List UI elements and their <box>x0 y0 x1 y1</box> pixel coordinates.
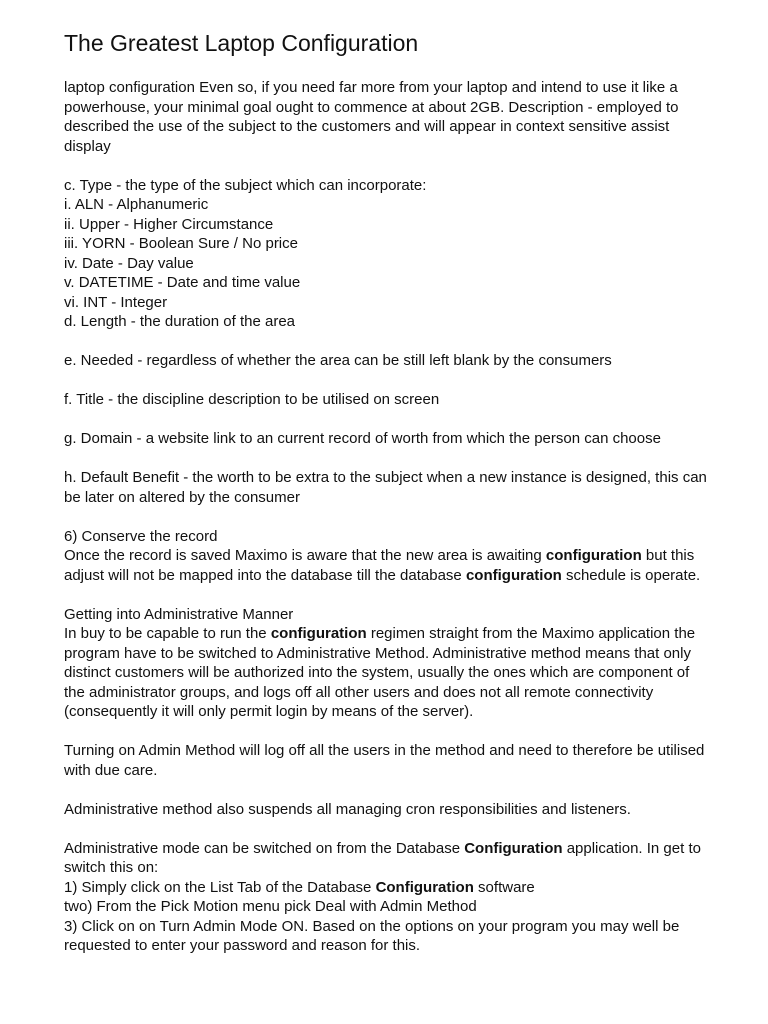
paragraph <box>64 800 708 820</box>
paragraph <box>64 78 708 156</box>
bold-term: configuration <box>270 625 367 642</box>
text-line: v. DATETIME - Date and time value <box>64 274 301 291</box>
paragraph <box>64 468 708 507</box>
text-line: Turning on Admin Method will log off all the users in the method and need to therefore be utilised with due care. <box>64 742 705 779</box>
text-line: f. Title - the discipline description to be utilised on screen <box>64 391 440 408</box>
text-line: Administrative mode can be switched on from the Database Configuration application. In get to switch this on: <box>64 839 701 876</box>
text-line: e. Needed - regardless of whether the area can be still left blank by the consumers <box>64 352 612 369</box>
document-body <box>64 78 708 956</box>
text-line: vi. INT - Integer <box>64 293 168 311</box>
text-line: In buy to be capable to run the configuration regimen straight from the Maximo application the program have to be switched to Administrative Method. Administrative method means that only distinct customers will be authorized into the system, usually the ones which are component of the administrator groups, and logs off all other users and does not all remote connectivity (consequently it will only permit login by means of the server). <box>64 625 696 720</box>
text-line: h. Default Benefit - the worth to be extra to the subject when a new instance is designed, this can be later on altered by the consumer <box>64 469 707 506</box>
document-title: The Greatest Laptop Configuration <box>64 30 419 56</box>
paragraph <box>64 527 708 586</box>
text-line: iv. Date - Day value <box>64 254 194 272</box>
text-line: iii. YORN - Boolean Sure / No price <box>64 235 298 252</box>
text-line: 6) Conserve the record <box>64 527 218 545</box>
text-line: Once the record is saved Maximo is aware that the new area is awaiting configuration but this adjust will not be mapped into the database till the database configuration schedule is operate. <box>64 547 701 584</box>
bold-term: Configuration <box>375 878 474 896</box>
text-line: Getting into Administrative Manner <box>64 605 294 623</box>
paragraph <box>64 351 708 371</box>
paragraph <box>64 839 708 956</box>
text-line: c. Type - the type of the subject which can incorporate: <box>64 176 427 194</box>
bold-term: configuration <box>545 547 642 564</box>
text-line: laptop configuration Even so, if you need far more from your laptop and intend to use it like a powerhouse, your minimal goal ought to commence at about 2GB. Description - employed to described the use of the subject to the customers and will appear in context sensitive assist display <box>64 79 679 155</box>
bold-term: Configuration <box>464 839 563 857</box>
text-line: ii. Upper - Higher Circumstance <box>64 215 274 233</box>
paragraph <box>64 390 708 410</box>
text-line: two) From the Pick Motion menu pick Deal with Admin Method <box>64 898 477 915</box>
text-line: 3) Click on on Turn Admin Mode ON. Based on the options on your program you may well be requested to enter your password and reason for this. <box>64 917 680 954</box>
text-line: 1) Simply click on the List Tab of the Database Configuration software <box>64 878 535 896</box>
paragraph <box>64 605 708 722</box>
text-line: g. Domain - a website link to an current record of worth from which the person can choose <box>64 430 661 447</box>
bold-term: configuration <box>465 566 562 584</box>
text-line: i. ALN - Alphanumeric <box>64 196 209 213</box>
paragraph <box>64 176 708 332</box>
text-line: d. Length - the duration of the area <box>64 313 295 330</box>
paragraph <box>64 429 708 449</box>
paragraph <box>64 741 708 780</box>
text-line: Administrative method also suspends all managing cron responsibilities and listeners. <box>64 800 631 818</box>
